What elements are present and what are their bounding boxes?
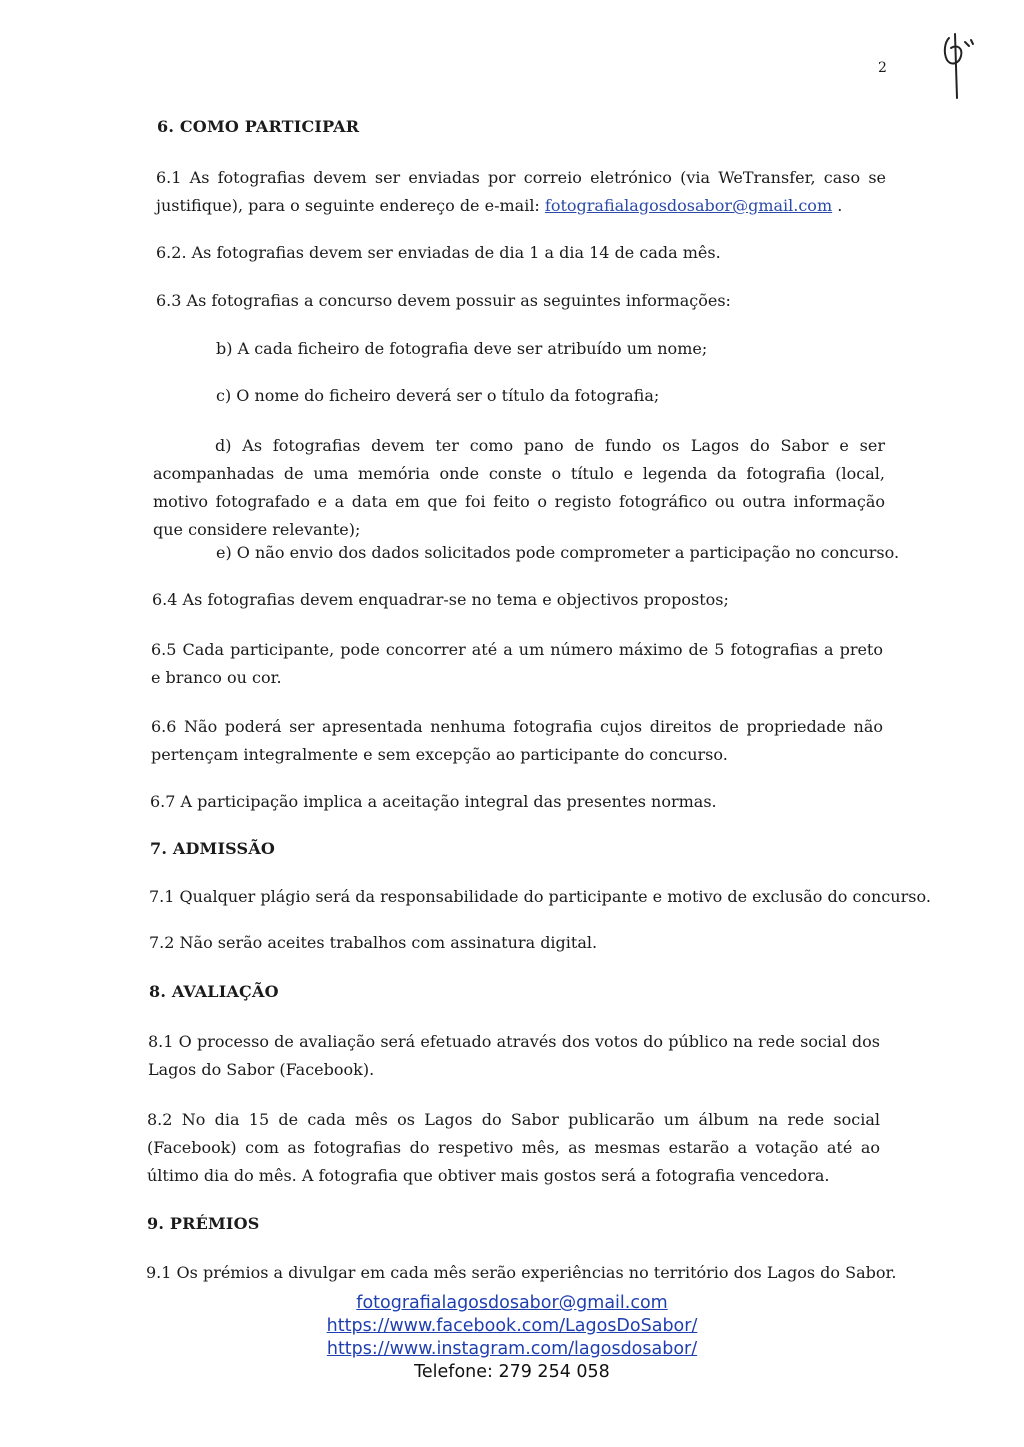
section-6-title: 6. COMO PARTICIPAR [157, 117, 360, 136]
handwritten-initial [935, 30, 985, 105]
section-7-title: 7. ADMISSÃO [150, 839, 276, 858]
item-e: e) O não envio dos dados solicitados pode comprometer a participação no concurso. [216, 543, 900, 562]
page-number: 2 [878, 60, 887, 76]
footer-phone [0, 1362, 1024, 1382]
paragraph-8-1: 8.1 O processo de avaliação será efetuado através dos votos do público na rede social dos Lagos do Sabor (Facebook). [148, 1032, 880, 1079]
paragraph-7-1: 7.1 Qualquer plágio será da responsabilidade do participante e motivo de exclusão do concurso. [149, 887, 931, 906]
paragraph-6-3: 6.3 As fotografias a concurso devem possuir as seguintes informações: [156, 291, 731, 310]
paragraph-6-1 [156, 164, 886, 220]
paragraph-6-1-text: 6.1 As fotografias devem ser enviadas por correio eletrónico (via WeTransfer, caso se justifique), para o seguinte endereço de e-mail: [156, 168, 886, 215]
paragraph-6-1-end: . [832, 196, 843, 215]
paragraph-6-7: 6.7 A participação implica a aceitação integral das presentes normas. [150, 792, 717, 811]
paragraph-8-2: 8.2 No dia 15 de cada mês os Lagos do Sabor publicarão um álbum na rede social (Facebook) com as fotografias do respetivo mês, as mesmas estarão a votação até ao último dia do mês. A fotografia que obtiver mais gostos será a fotografia vencedora. [147, 1110, 880, 1185]
item-b: b) A cada ficheiro de fotografia deve ser atribuído um nome; [216, 339, 708, 358]
section-9-title: 9. PRÉMIOS [147, 1214, 260, 1233]
paragraph-6-5: 6.5 Cada participante, pode concorrer até a um número máximo de 5 fotografias a preto e branco ou cor. [151, 640, 883, 687]
footer-email [0, 1293, 1024, 1313]
paragraph-7-2: 7.2 Não serão aceites trabalhos com assinatura digital. [149, 933, 598, 952]
paragraph-6-6: 6.6 Não poderá ser apresentada nenhuma fotografia cujos direitos de propriedade não pertençam integralmente e sem excepção ao participante do concurso. [151, 717, 883, 764]
paragraph-6-4: 6.4 As fotografias devem enquadrar-se no tema e objectivos propostos; [152, 590, 729, 609]
paragraph-9-1: 9.1 Os prémios a divulgar em cada mês serão experiências no território dos Lagos do Sabor. [146, 1263, 897, 1282]
contest-email-link[interactable]: fotografialagosdosabor@gmail.com [544, 196, 833, 215]
footer-facebook [0, 1316, 1024, 1336]
footer-instagram [0, 1339, 1024, 1359]
item-c: c) O nome do ficheiro deverá ser o título da fotografia; [216, 386, 660, 405]
paragraph-6-2: 6.2. As fotografias devem ser enviadas de dia 1 a dia 14 de cada mês. [156, 243, 721, 262]
section-8-title: 8. AVALIAÇÃO [149, 982, 279, 1001]
footer-facebook-link[interactable]: https://www.facebook.com/LagosDoSabor/ [326, 1316, 698, 1336]
footer-email-link[interactable]: fotografialagosdosabor@gmail.com [356, 1293, 668, 1313]
item-d: d) As fotografias devem ter como pano de fundo os Lagos do Sabor e ser acompanhadas de uma memória onde conste o título e legenda da fotografia (local, motivo fotografado e a data em que foi feito o registo fotográfico ou outra informação que considere relevante); [153, 436, 885, 539]
footer-phone-text: Telefone: 279 254 058 [414, 1362, 610, 1382]
footer-instagram-link[interactable]: https://www.instagram.com/lagosdosabor/ [326, 1339, 698, 1359]
